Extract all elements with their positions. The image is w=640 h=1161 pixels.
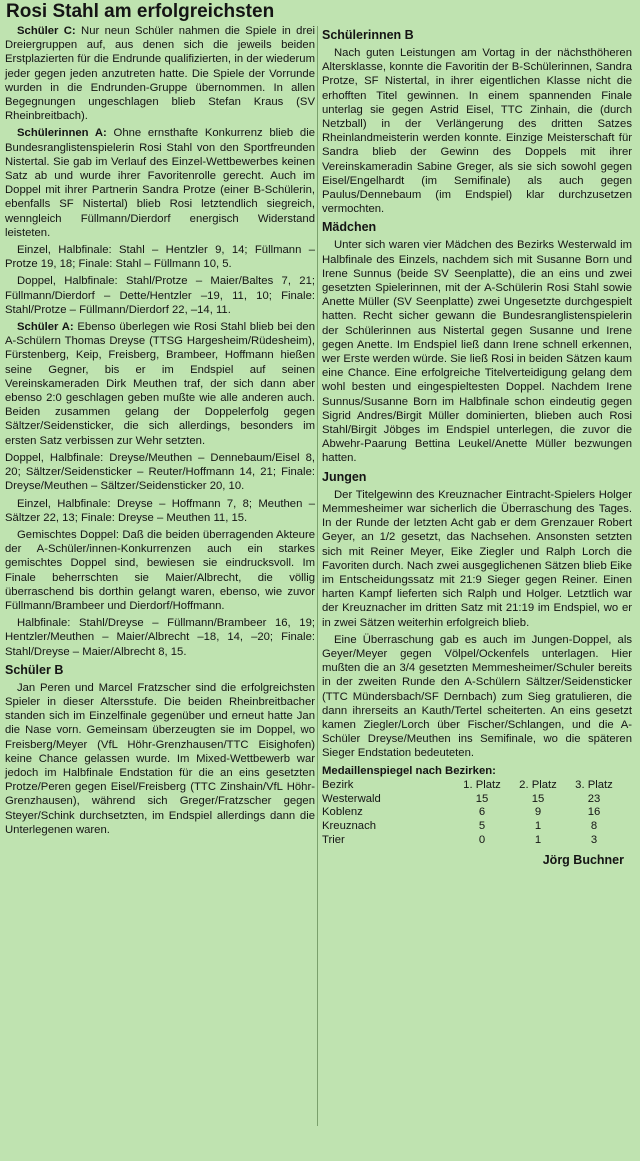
table-cell: 23 xyxy=(587,792,601,805)
result-doppel-schueler-a: Doppel, Halbfinale: Dreyse/Meuthen – Dennebaum/Eisel 8, 20; Sältzer/Seidensticker – Reuter/Hoffmann 14, 21; Finale: Dreyse/Meuthen – Sältzer/Seidensticker 20, 10. xyxy=(5,451,315,493)
left-column xyxy=(5,24,315,840)
medal-table xyxy=(322,779,622,847)
result-einzel-schuelerinnen-a: Einzel, Halbfinale: Stahl – Hentzler 9, 14; Füllmann – Protze 19, 18; Finale: Stahl – Füllmann 10, 5. xyxy=(5,244,315,271)
table-cell: 8 xyxy=(590,819,598,832)
table-cell: Trier xyxy=(322,833,345,846)
header-cell: 3. Platz xyxy=(575,779,613,792)
paragraph-jungen-doppel: Eine Überraschung gab es auch im Jungen-Doppel, als Geyer/Meyer gegen Völpel/Ockenfels unterlagen. Hier mußten die an 3/4 gesetzten Memmesheimer/Schuler bereits in der zweiten Runde den A-Schülern Sältzer/Seidensticker (TTC Mündersbach/SF Dernbach) zum Sieg gratulieren, die dann ihrerseits an Kauth/Tertel scheiterten. An eins gesetzt kamen Ziegler/Lorch über Fischer/Schlangen, und die A-Schüler Dreyse/Meuthen ins Semifinale, wo die späteren Sieger Endstation bedeuteten. xyxy=(322,633,632,760)
table-cell: 5 xyxy=(478,819,486,832)
heading-schuelerinnen-b: Schülerinnen B xyxy=(322,28,414,42)
lead-schuelerinnen-a: Schülerinnen A: xyxy=(17,127,107,140)
text-schueler-c: Nur neun Schüler nahmen die Spiele in drei Dreiergruppen auf, aus denen sich die jeweils beiden Erstplazierten für die Endrunde qualifizierten, in der wiederum jeder gegen jeden anzutreten hatte. Die Spiele der Vorrunde wurden in die Endrunden-Gruppe übernommen. In allen Begegnungen ungeschlagen blieb Stefan Kraus (SV Rheinbreitbach). xyxy=(5,25,315,123)
table-row xyxy=(322,820,622,834)
author-signature: Jörg Buchner xyxy=(542,853,624,868)
paragraph-jungen-einzel: Der Titelgewinn des Kreuznacher Eintracht-Spielers Holger Memmesheimer war sicherlich die Überraschung des Tages. In der Runde der letzten Acht gab er dem Grenzauer Robert Geyer, an 1/2 gesetzt, das Nachsehen. Ansonsten setzten sich mit Reiner Meyer, Eike Ziegler und Ralph Lorch die Favoriten durch. Nach zwei ausgeglichenen Sätzen blieb Eike im Entscheidungssatz mit 21:9 Sieger gegen Reiner. Einen harten Kampf lieferten sich Ralph und Holger. Letztlich war der Kreuznacher im dritten Satz mit 21:19 im Endspiel, wo er in zwei Sätzen weiterhin erfolgreich blieb. xyxy=(322,488,632,629)
table-cell: Koblenz xyxy=(322,806,363,819)
heading-maedchen: Mädchen xyxy=(322,220,377,235)
header-cell: Bezirk xyxy=(322,779,354,792)
table-cell: 16 xyxy=(587,806,601,819)
medal-table-header xyxy=(322,779,622,793)
paragraph-maedchen: Unter sich waren vier Mädchen des Bezirks Westerwald im Halbfinale des Einzels, nachdem sich mit Susanne Born und Irene Sunnus (beide SV Seenplatte), die an eins und zwei gesetzten Spielerinnen, mit der A-Schülerin Rosi Stahl sowie Anette Müller (SV Seenplatte) zwei Ungesetzte durchgespielt hatten. Recht sicher gewann die Bundesranglistenspielerin der Schülerinnen aus Nistertal gegen Susanne und Irene gegen Anette. Im Endspiel ließ dann Irene schnell erkennen, wer Erste werden würde. Sie ließ Rosi in beiden Sätzen kaum eine Chance. Eine erfolgreiche Titelverteidigung gelang dem wohl besten und eingespieltesten Doppel. Nachdem Irene Sunnus/Susanne Born im Halbfinale schon eindeutig gegen Sigrid Andres/Birgit Müller dominierten, blieben auch Rosi Stahl/Birgit Jöbges im Endspiel unterlegen, die zuvor die Abwehr-Paarung Bettina Leukel/Anette Müller bezwungen hatten. xyxy=(322,239,632,465)
text-schueler-a: Ebenso überlegen wie Rosi Stahl blieb bei den A-Schülern Thomas Dreyse (TTSG Hargesheim/Rüdesheim), Fürstenberg, Keip, Freisberg, Brambeer, Hoffmann hießen seine Gegner, bis er im Endspiel auf seinen Vereinskameraden Dirk Meuthen traf, der sich dann aber ebenso 2:0 geschlagen geben mußte wie alle anderen auch. Beiden zusammen gelang der Doppelerfolg gegen Sältzer/Seidensticker, die sich allerdings, besonders im ersten Satz verbissen zur Wehr setzten. xyxy=(5,321,316,447)
medal-table-title: Medaillenspiegel nach Bezirken: xyxy=(322,764,496,777)
lead-schueler-a: Schüler A: xyxy=(17,321,74,334)
paragraph-schuelerinnen-a xyxy=(5,126,315,240)
text-schuelerinnen-a: Ohne ernsthafte Konkurrenz blieb die Bundesranglistenspielerin Rosi Stahl von den Sportfreunden Nistertal. Sie gab im Verlauf des Einzel-Wettbewerbes keinen Satz ab und wurde ihrer Favoritenrolle gerecht. Auch im Doppel mit ihrer Partnerin Sandra Protze (einer B-Schülerin, ebenfalls SF Nistertal) blieb Rosi letztendlich siegreich, wenngleich Füllmann/Dierdorf energisch Widerstand leisteten. xyxy=(5,127,316,239)
table-cell: Kreuznach xyxy=(322,819,377,832)
table-cell: 0 xyxy=(478,833,486,846)
table-row xyxy=(322,793,622,807)
table-cell: 6 xyxy=(478,806,486,819)
header-cell: 2. Platz xyxy=(519,779,557,792)
paragraph-schueler-c xyxy=(5,24,315,123)
table-cell: 1 xyxy=(534,819,542,832)
result-einzel-schueler-a: Einzel, Halbfinale: Dreyse – Hoffmann 7, 8; Meuthen – Sältzer 22, 13; Finale: Dreyse – Meuthen 11, 15. xyxy=(5,497,315,524)
result-gemischtes-doppel: Halbfinale: Stahl/Dreyse – Füllmann/Brambeer 16, 19; Hentzler/Meuthen – Maier/Albrecht –18, 14, –20; Finale: Stahl/Dreyse – Maier/Albrecht 8, 15. xyxy=(5,617,315,658)
paragraph-gemischtes-doppel: Gemischtes Doppel: Daß die beiden überragenden Akteure der A-Schüler/innen-Konkurrenzen auch ein starkes gemischtes Doppel sind, bewiesen sie eindrucksvoll. Im Finale beherrschten sie Maier/Albrecht, die völlig überraschend bis dorthin gelangt waren, ebenso, wie zuvor Füllmann/Brambeer und Dierdorf/Hoffmann. xyxy=(5,528,315,612)
paragraph-schueler-a xyxy=(5,320,315,448)
headline: Rosi Stahl am erfolgreichsten xyxy=(6,1,275,22)
heading-schueler-b: Schüler B xyxy=(5,662,64,677)
table-cell: 15 xyxy=(531,792,545,805)
table-row xyxy=(322,806,622,820)
paragraph-schuelerinnen-b: Nach guten Leistungen am Vortag in der nächsthöheren Altersklasse, konnte die Favoritin der B-Schülerinnen, Sandra Protze, SF Nistertal, in ihrer eigentlichen Klasse nicht die erhofften Titel gewinnen. In einem spannenden Finale unterlag sie gegen Astrid Eisel, TTC Zinhain, die (durch Netzball) in der Verlängerung des dritten Satzes Rheinlandmeisterin werden konnte. Einzige Meisterschaft für Sandra blieb der Gewinn des Doppels mit ihrer Vereinskameradin Sabine Greger, als sie sich sowohl gegen Eisel/Engelhardt (im Semifinale) als auch gegen Paulus/Dennebaum (im Endspiel) klar durchzusetzen vermochten. xyxy=(322,47,632,216)
result-doppel-schuelerinnen-a: Doppel, Halbfinale: Stahl/Protze – Maier/Baltes 7, 21; Füllmann/Dierdorf – Dette/Hentzler –19, 11, 10; Finale: Stahl/Protze – Füllmann/Dierdorf 22, –14, 11. xyxy=(5,275,315,316)
lead-schueler-c: Schüler C: xyxy=(17,25,76,37)
heading-jungen: Jungen xyxy=(322,469,367,484)
medal-table-section xyxy=(322,765,632,848)
table-cell: 15 xyxy=(475,792,489,805)
header-cell: 1. Platz xyxy=(463,779,501,792)
table-cell: 1 xyxy=(534,833,542,846)
paragraph-schueler-b: Jan Peren und Marcel Fratzscher sind die erfolgreichsten Spieler in dieser Altersstufe. Die beiden Rheinbreitbacher standen sich im Einzelfinale gegenüber und erneut hatte Jan die Nase vorn. Gemeinsam überzeugten sie im Doppel, wo Freisberg/Meyer (VfL Höhr-Grenzhausen/TTC Eisighofen) keine Chance gelassen wurde. Im Mixed-Wettbewerb war jedoch im Halbfinale Endstation für die an eins gesetzten Protze/Peren gegen Eisel/Freisberg (TTC Zinshain/VfL Höhr-Grenzhausen), während sich Greger/Fratzscher gegen Steyer/Schink durchsetzten, im Endspiel allerdings dann die Unterlegenen waren. xyxy=(5,681,315,836)
column-divider xyxy=(317,26,318,1126)
right-column xyxy=(322,24,632,867)
table-row xyxy=(322,834,622,848)
table-cell: Westerwald xyxy=(322,792,381,805)
table-cell: 9 xyxy=(534,806,542,819)
table-cell: 3 xyxy=(590,833,598,846)
